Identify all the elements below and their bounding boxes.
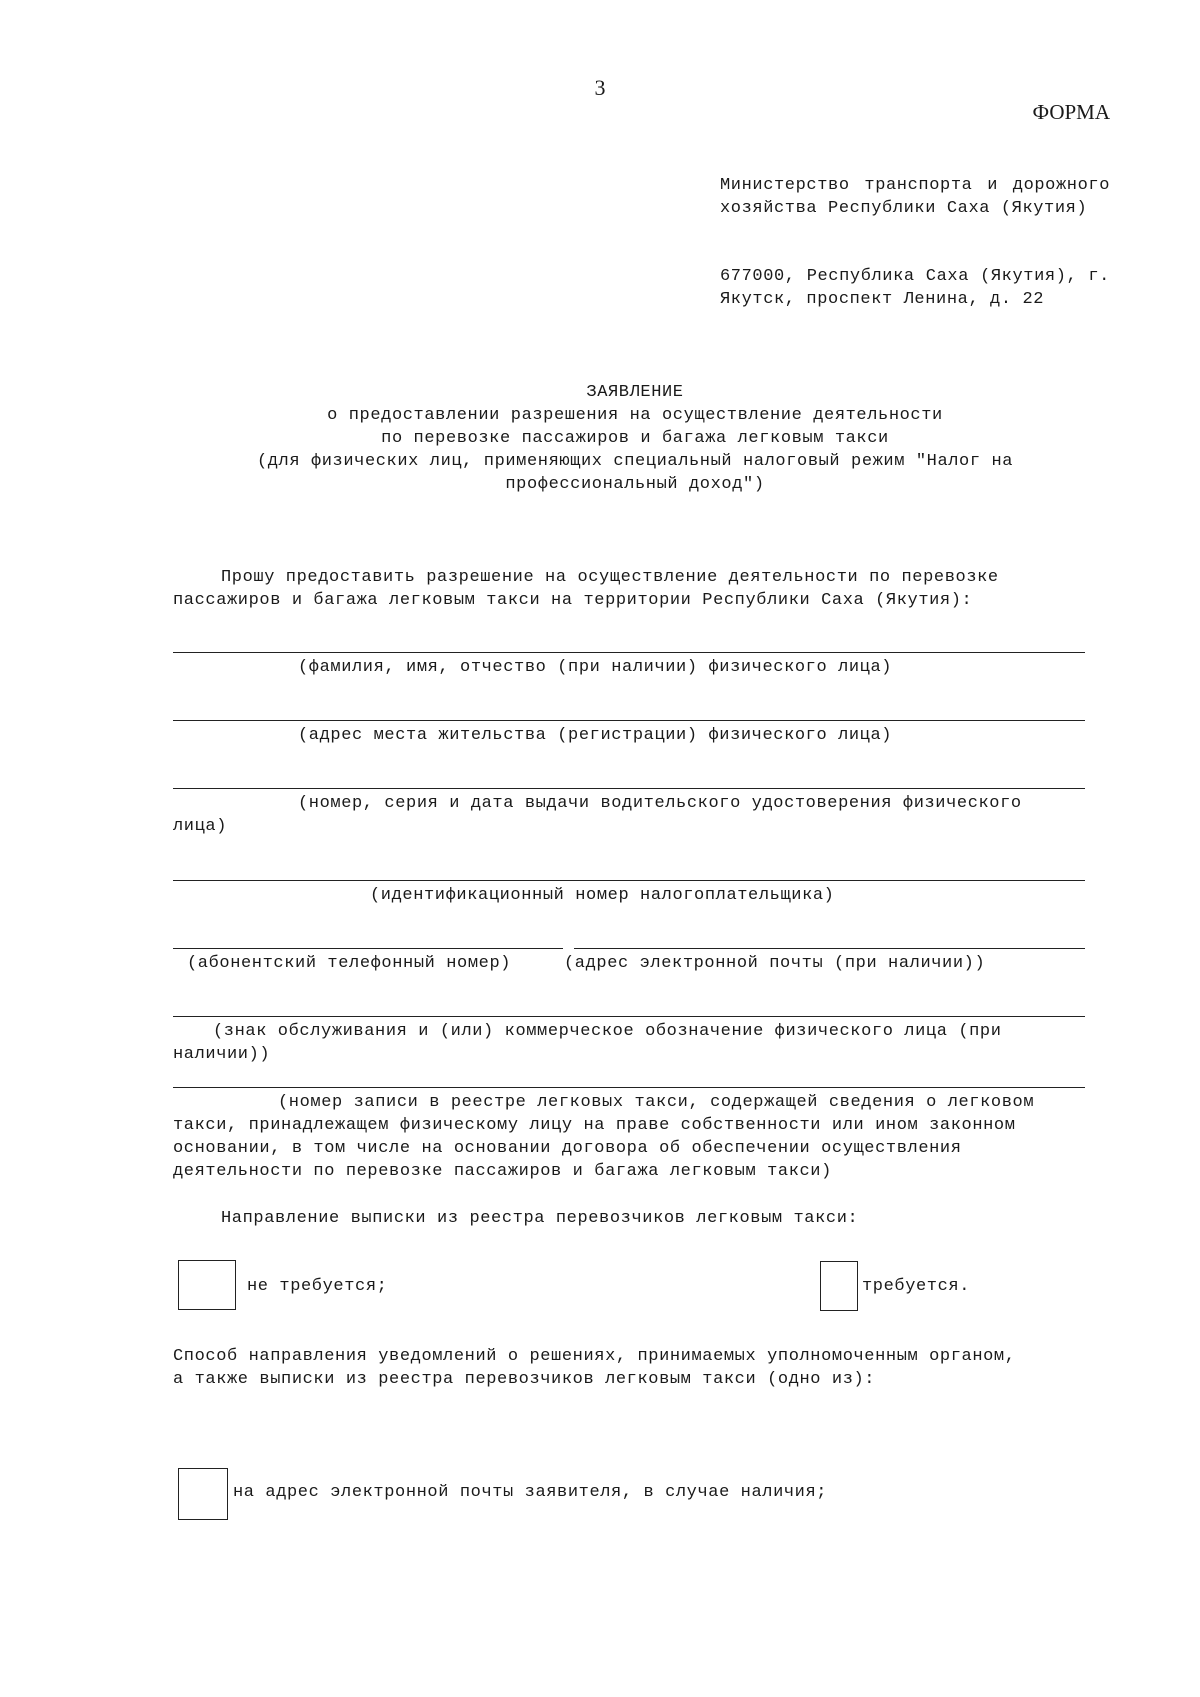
page-number: 3 (594, 75, 606, 100)
registry-field[interactable] (173, 1087, 1085, 1088)
registry-caption (173, 1091, 1110, 1183)
request-line: Прошу предоставить разрешение на осуществление деятельности по перевозке (221, 568, 999, 587)
email-option-checkbox[interactable] (178, 1468, 228, 1520)
title-line: (для физических лиц, применяющих специальный налоговый режим "Налог на (256, 452, 1014, 471)
notification-paragraph (173, 1345, 1110, 1391)
trademark-caption-line: (знак обслуживания и (или) коммерческое обозначение физического лица (при (213, 1022, 1002, 1041)
registry-caption-line: деятельности по перевозке пассажиров и багажа легковым такси) (173, 1162, 832, 1181)
email-field[interactable] (574, 948, 1085, 949)
document-title (170, 381, 1100, 496)
title-line: профессиональный доход") (505, 475, 765, 494)
email-caption: (адрес электронной почты (при наличии)) (564, 954, 986, 973)
title-line: о предоставлении разрешения на осуществление деятельности (327, 406, 943, 425)
phone-caption: (абонентский телефонный номер) (187, 954, 512, 973)
notification-line: Способ направления уведомлений о решениях, принимаемых уполномоченным органом, (173, 1347, 1016, 1366)
residence-field[interactable] (173, 720, 1085, 721)
title-heading: ЗАЯВЛЕНИЕ (586, 383, 684, 402)
not-required-label: не требуется; (247, 1277, 388, 1296)
addressee-address: 677000, Республика Саха (Якутия), г. Якутск, проспект Ленина, д. 22 (720, 267, 1110, 309)
registry-caption-line: (номер записи в реестре легковых такси, содержащей сведения о легковом (278, 1093, 1035, 1112)
license-field[interactable] (173, 788, 1085, 789)
license-caption-line: (номер, серия и дата выдачи водительского удостоверения физического (298, 794, 1022, 813)
request-line: пассажиров и багажа легковым такси на территории Республики Саха (Якутия): (173, 591, 973, 610)
trademark-caption (173, 1020, 1110, 1066)
addressee-ministry: Министерство транспорта и дорожного хозяйства Республики Саха (Якутия) (720, 176, 1110, 218)
required-checkbox[interactable] (820, 1261, 858, 1311)
full-name-caption: (фамилия, имя, отчество (при наличии) физического лица) (298, 658, 893, 677)
registry-caption-line: такси, принадлежащем физическому лицу на праве собственности или ином законном (173, 1116, 1016, 1135)
inn-caption: (идентификационный номер налогоплательщика) (370, 886, 835, 905)
trademark-caption-line: наличии)) (173, 1045, 271, 1064)
not-required-checkbox[interactable] (178, 1260, 236, 1310)
email-option-label: на адрес электронной почты заявителя, в случае наличия; (233, 1483, 828, 1502)
trademark-field[interactable] (173, 1016, 1085, 1017)
license-caption-line: лица) (173, 817, 228, 836)
title-line: по перевозке пассажиров и багажа легковым такси (381, 429, 889, 448)
extract-heading: Направление выписки из реестра перевозчиков легковым такси: (221, 1209, 859, 1228)
required-label: требуется. (862, 1277, 971, 1296)
request-paragraph (173, 566, 1110, 612)
inn-field[interactable] (173, 880, 1085, 881)
license-caption (173, 792, 1110, 838)
notification-line: а также выписки из реестра перевозчиков легковым такси (одно из): (173, 1370, 876, 1389)
registry-caption-line: основании, в том числе на основании договора об обеспечении осуществления (173, 1139, 962, 1158)
phone-field[interactable] (173, 948, 563, 949)
residence-caption: (адрес места жительства (регистрации) физического лица) (298, 726, 893, 745)
form-label: ФОРМА (1032, 100, 1110, 124)
full-name-field[interactable] (173, 652, 1085, 653)
